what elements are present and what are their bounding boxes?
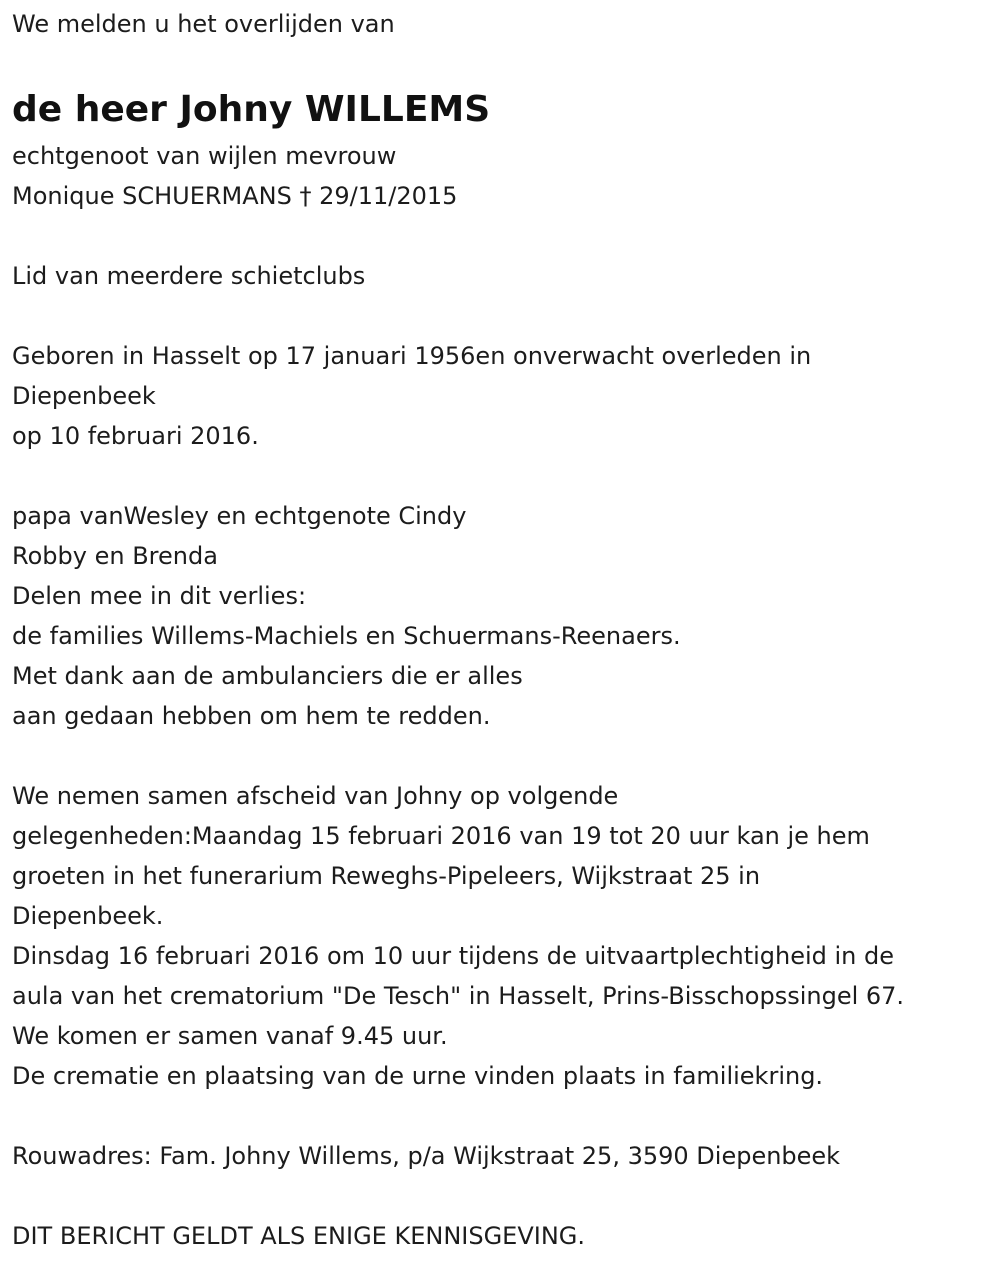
family-line-3: Delen mee in dit verlies: xyxy=(12,582,307,610)
ceremony-line-3: groeten in het funerarium Reweghs-Pipeleers, Wijkstraat 25 in xyxy=(12,862,761,890)
family-line-2: Robby en Brenda xyxy=(12,542,218,570)
spacer xyxy=(12,296,1000,336)
notice-line: DIT BERICHT GELDT ALS ENIGE KENNISGEVING. xyxy=(12,1222,586,1250)
family-line-4: de families Willems-Machiels en Schuermans-Reenaers. xyxy=(12,622,681,650)
ceremony-line-1: We nemen samen afscheid van Johny op volgende xyxy=(12,782,619,810)
birth-death-line-1: Geboren in Hasselt op 17 januari 1956en onverwacht overleden in xyxy=(12,342,812,370)
ceremony-line-7: We komen er samen vanaf 9.45 uur. xyxy=(12,1022,448,1050)
family-line-1: papa vanWesley en echtgenote Cindy xyxy=(12,502,467,530)
spacer xyxy=(12,44,1000,84)
ceremony-line-2: gelegenheden:Maandag 15 februari 2016 van 19 tot 20 uur kan je hem xyxy=(12,822,870,850)
intro-line: We melden u het overlijden van xyxy=(12,10,395,38)
membership-line: Lid van meerdere schietclubs xyxy=(12,262,366,290)
spouse-line: echtgenoot van wijlen mevrouw xyxy=(12,142,397,170)
spouse-name-death-date-line: Monique SCHUERMANS † 29/11/2015 xyxy=(12,182,458,210)
deceased-name-title: de heer Johny WILLEMS xyxy=(12,89,491,130)
birth-death-line-2: Diepenbeek xyxy=(12,382,156,410)
ceremony-line-4: Diepenbeek. xyxy=(12,902,164,930)
ceremony-line-6: aula van het crematorium "De Tesch" in Hasselt, Prins-Bisschopssingel 67. xyxy=(12,982,905,1010)
spacer xyxy=(12,736,1000,776)
family-line-6: aan gedaan hebben om hem te redden. xyxy=(12,702,491,730)
ceremony-line-5: Dinsdag 16 februari 2016 om 10 uur tijdens de uitvaartplechtigheid in de xyxy=(12,942,895,970)
spacer xyxy=(12,1176,1000,1216)
ceremony-line-8: De crematie en plaatsing van de urne vinden plaats in familiekring. xyxy=(12,1062,824,1090)
spacer xyxy=(12,216,1000,256)
birth-death-line-3: op 10 februari 2016. xyxy=(12,422,259,450)
spacer xyxy=(12,456,1000,496)
mourning-address-line: Rouwadres: Fam. Johny Willems, p/a Wijkstraat 25, 3590 Diepenbeek xyxy=(12,1142,841,1170)
family-line-5: Met dank aan de ambulanciers die er alles xyxy=(12,662,523,690)
spacer xyxy=(12,1096,1000,1136)
